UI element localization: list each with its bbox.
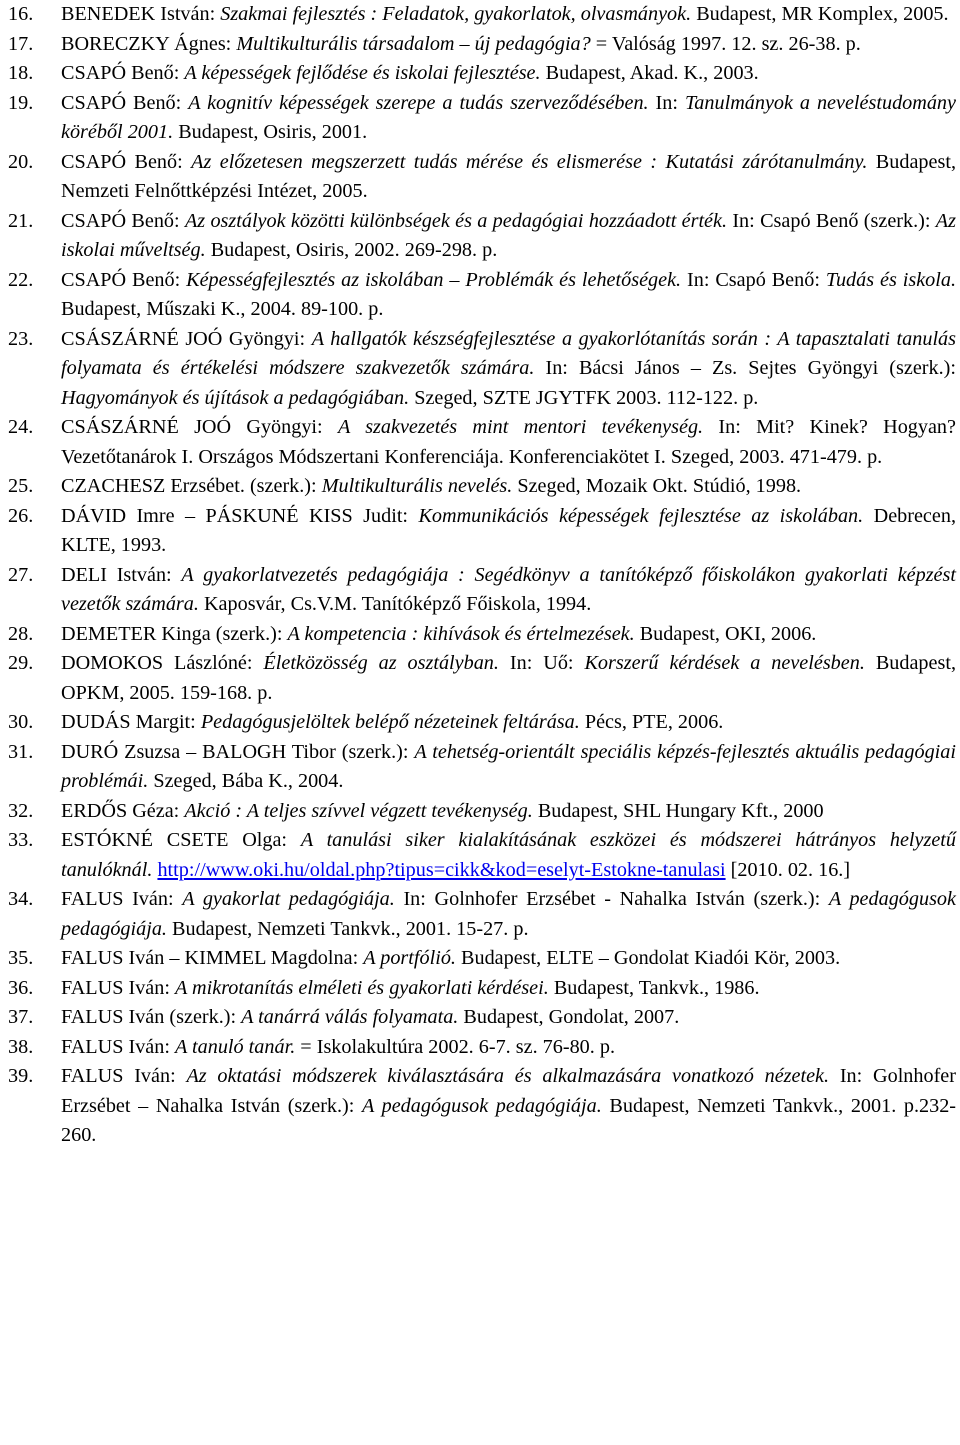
entry-segment: In: Golnhofer Erzsébet - Nahalka István (szerk.): bbox=[394, 888, 829, 910]
entry-number: 16. bbox=[8, 3, 34, 25]
entry-segment: Budapest, Tankvk., 1986. bbox=[548, 976, 760, 999]
entry-text bbox=[61, 0, 956, 30]
entry-segment: Debrecen, KLTE, 1993. bbox=[61, 504, 956, 556]
entry-title: Multikulturális nevelés. bbox=[321, 475, 513, 497]
entry-segment: DÁVID Imre – PÁSKUNÉ KISS Judit: bbox=[61, 504, 419, 527]
entry-number: 18. bbox=[8, 62, 34, 84]
entry-text bbox=[61, 207, 956, 266]
bibliography-entry bbox=[8, 472, 956, 502]
entry-number: 38. bbox=[8, 1035, 34, 1058]
entry-title: A portfólió. bbox=[363, 947, 456, 969]
entry-title: A gyakorlat pedagógiája. bbox=[182, 888, 395, 910]
entry-number: 30. bbox=[8, 711, 34, 733]
entry-title: A pedagógusok pedagógiája. bbox=[61, 888, 956, 940]
entry-text bbox=[61, 826, 956, 885]
bibliography-list bbox=[8, 0, 956, 1151]
entry-segment: DEMETER Kinga (szerk.): bbox=[61, 622, 288, 645]
bibliography-entry bbox=[8, 974, 956, 1004]
entry-segment: In: Mit? Kinek? Hogyan? Vezetőtanárok I. Országos Módszertani Konferenciája. Konferenciakötet I. Szeged, 2003. 471-479. p. bbox=[61, 416, 956, 468]
entry-title: A kompetencia : kihívások és értelmezések. bbox=[287, 622, 635, 645]
bibliography-entry bbox=[8, 59, 956, 89]
entry-segment: Budapest, Akad. K., 2003. bbox=[540, 62, 759, 84]
bibliography-entry bbox=[8, 1033, 956, 1063]
entry-url-link[interactable]: http://www.oki.hu/oldal.php?tipus=cikk&kod=eselyt-Estokne-tanulasi bbox=[157, 858, 726, 881]
entry-segment: DURÓ Zsuzsa – BALOGH Tibor (szerk.): bbox=[61, 740, 415, 763]
bibliography-entry bbox=[8, 561, 956, 620]
entry-text bbox=[61, 89, 956, 148]
entry-title: Tudás és iskola. bbox=[825, 268, 956, 291]
entry-text bbox=[61, 738, 956, 797]
bibliography-entry bbox=[8, 207, 956, 266]
entry-segment: CSAPÓ Benő: bbox=[61, 209, 185, 232]
entry-segment: Szeged, Mozaik Okt. Stúdió, 1998. bbox=[512, 475, 802, 497]
entry-title: Az osztályok közötti különbségek és a pedagógiai hozzáadott érték. bbox=[184, 209, 728, 232]
entry-text bbox=[61, 944, 956, 974]
entry-number: 34. bbox=[8, 888, 34, 910]
entry-segment: FALUS Iván: bbox=[61, 1065, 187, 1087]
entry-number: 33. bbox=[8, 829, 34, 851]
entry-text bbox=[61, 797, 956, 827]
entry-title: A pedagógusok pedagógiája. bbox=[362, 1094, 602, 1117]
bibliography-entry bbox=[8, 944, 956, 974]
entry-segment: Budapest, Nemzeti Tankvk., 2001. 15-27. p. bbox=[166, 917, 529, 940]
entry-number: 32. bbox=[8, 799, 34, 822]
entry-number: 29. bbox=[8, 652, 34, 674]
bibliography-entry bbox=[8, 1003, 956, 1033]
entry-number: 39. bbox=[8, 1065, 34, 1087]
entry-title: Szakmai fejlesztés : Feladatok, gyakorlatok, olvasmányok. bbox=[220, 3, 692, 25]
bibliography-entry bbox=[8, 885, 956, 944]
entry-number: 21. bbox=[8, 209, 34, 232]
entry-segment: FALUS Iván – KIMMEL Magdolna: bbox=[61, 947, 364, 969]
entry-segment: Budapest, Műszaki K., 2004. 89-100. p. bbox=[61, 298, 384, 320]
entry-text bbox=[61, 649, 956, 708]
entry-segment: FALUS Iván: bbox=[61, 1035, 176, 1058]
bibliography-entry bbox=[8, 826, 956, 885]
entry-text bbox=[61, 472, 956, 502]
bibliography-entry bbox=[8, 266, 956, 325]
bibliography-entry bbox=[8, 1062, 956, 1151]
entry-title: Az oktatási módszerek kiválasztására és alkalmazására vonatkozó nézetek. bbox=[186, 1065, 830, 1087]
entry-text bbox=[61, 325, 956, 414]
entry-text bbox=[61, 502, 956, 561]
bibliography-entry bbox=[8, 413, 956, 472]
entry-segment: In: Bácsi János – Zs. Sejtes Gyöngyi (szerk.): bbox=[534, 357, 956, 379]
entry-number: 37. bbox=[8, 1006, 34, 1028]
entry-title: Pedagógusjelöltek belépő nézeteinek feltárása. bbox=[200, 711, 580, 733]
entry-title: A képességek fejlődése és iskolai fejlesztése. bbox=[184, 62, 541, 84]
entry-text bbox=[61, 620, 956, 650]
entry-segment: Budapest, OKI, 2006. bbox=[634, 622, 817, 645]
entry-segment: In: Csapó Benő (szerk.): bbox=[727, 209, 936, 232]
entry-segment: FALUS Iván: bbox=[61, 976, 176, 999]
bibliography-entry bbox=[8, 325, 956, 414]
entry-segment: FALUS Iván (szerk.): bbox=[61, 1006, 242, 1028]
entry-segment: CSAPÓ Benő: bbox=[61, 150, 192, 173]
entry-text bbox=[61, 974, 956, 1004]
entry-segment: CSÁSZÁRNÉ JOÓ Gyöngyi: bbox=[61, 327, 312, 350]
entry-number: 17. bbox=[8, 32, 34, 55]
entry-segment: DOMOKOS Lászlóné: bbox=[61, 652, 264, 674]
entry-segment: DUDÁS Margit: bbox=[61, 711, 201, 733]
entry-title: A tanárrá válás folyamata. bbox=[241, 1006, 459, 1028]
entry-text bbox=[61, 59, 956, 89]
entry-segment: = Iskolakultúra 2002. 6-7. sz. 76-80. p. bbox=[295, 1035, 616, 1058]
entry-title: Kommunikációs képességek fejlesztése az iskolában. bbox=[418, 504, 864, 527]
bibliography-entry bbox=[8, 620, 956, 650]
entry-title: Hagyományok és újítások a pedagógiában. bbox=[61, 386, 410, 409]
entry-number: 36. bbox=[8, 976, 34, 999]
entry-segment: In: bbox=[648, 91, 685, 114]
entry-text bbox=[61, 266, 956, 325]
entry-title: Képességfejlesztés az iskolában – Problémák és lehetőségek. bbox=[186, 268, 682, 291]
bibliography-entry bbox=[8, 148, 956, 207]
bibliography-entry bbox=[8, 0, 956, 30]
entry-segment: In: Golnhofer Erzsébet – Nahalka István (szerk.): bbox=[61, 1065, 956, 1117]
entry-text bbox=[61, 1003, 956, 1033]
entry-segment: In: Uő: bbox=[498, 652, 585, 674]
entry-segment: Budapest, OPKM, 2005. 159-168. p. bbox=[61, 652, 956, 704]
entry-title: A hallgatók készségfejlesztése a gyakorlótanítás során : A tapasztalati tanulás folyamata és értékelési módszere szakvezetők számára. bbox=[61, 327, 957, 379]
bibliography-entry bbox=[8, 30, 956, 60]
entry-segment: Budapest, SHL Hungary Kft., 2000 bbox=[532, 799, 824, 822]
entry-segment: Budapest, Gondolat, 2007. bbox=[458, 1006, 680, 1028]
entry-number: 20. bbox=[8, 150, 34, 173]
entry-segment: Szeged, Bába K., 2004. bbox=[148, 770, 344, 792]
entry-title: A szakvezetés mint mentori tevékenység. bbox=[337, 416, 704, 438]
entry-segment: Kaposvár, Cs.V.M. Tanítóképző Főiskola, 1994. bbox=[198, 593, 592, 615]
entry-title: Életközösség az osztályban. bbox=[263, 652, 499, 674]
entry-text bbox=[61, 561, 956, 620]
entry-number: 25. bbox=[8, 475, 34, 497]
entry-number: 27. bbox=[8, 563, 34, 586]
entry-title: Korszerű kérdések a nevelésben. bbox=[584, 652, 865, 674]
entry-segment: FALUS Iván: bbox=[61, 888, 183, 910]
entry-segment: ESTÓKNÉ CSETE Olga: bbox=[61, 829, 301, 851]
entry-title: A tanulási siker kialakításának eszközei és módszerei hátrányos helyzetű tanulóknál. bbox=[61, 829, 956, 881]
entry-text bbox=[61, 148, 956, 207]
entry-text bbox=[61, 1062, 956, 1151]
entry-title: A kognitív képességek szerepe a tudás szerveződésében. bbox=[188, 91, 649, 114]
entry-segment: CSÁSZÁRNÉ JOÓ Gyöngyi: bbox=[61, 416, 338, 438]
entry-title: Az előzetesen megszerzett tudás mérése és elismerése : Kutatási zárótanulmány. bbox=[191, 150, 868, 173]
entry-title: Az iskolai műveltség. bbox=[61, 209, 956, 261]
bibliography-entry bbox=[8, 502, 956, 561]
bibliography-entry bbox=[8, 649, 956, 708]
entry-title: Multikulturális társadalom – új pedagógia? bbox=[236, 32, 591, 55]
bibliography-entry bbox=[8, 708, 956, 738]
entry-segment: BORECZKY Ágnes: bbox=[61, 32, 237, 55]
entry-segment: Budapest, ELTE – Gondolat Kiadói Kör, 2003. bbox=[455, 947, 841, 969]
entry-title: A mikrotanítás elméleti és gyakorlati kérdései. bbox=[175, 976, 549, 999]
entry-segment: BENEDEK István: bbox=[61, 3, 221, 25]
entry-segment: Budapest, Nemzeti Felnőttképzési Intézet, 2005. bbox=[61, 150, 956, 202]
entry-title: A tanuló tanár. bbox=[175, 1035, 296, 1058]
entry-title: Akció : A teljes szívvel végzett tevékenység. bbox=[184, 799, 533, 822]
entry-number: 26. bbox=[8, 504, 34, 527]
entry-number: 23. bbox=[8, 327, 34, 350]
entry-segment: In: Csapó Benő: bbox=[681, 268, 826, 291]
entry-title: Tanulmányok a neveléstudomány köréből 2001. bbox=[61, 91, 956, 143]
entry-segment: DELI István: bbox=[61, 563, 182, 586]
entry-number: 35. bbox=[8, 947, 34, 969]
entry-segment: = Valóság 1997. 12. sz. 26-38. p. bbox=[590, 32, 861, 55]
entry-segment: Szeged, SZTE JGYTFK 2003. 112-122. p. bbox=[409, 386, 759, 409]
entry-segment: ERDŐS Géza: bbox=[61, 799, 185, 822]
entry-segment: CSAPÓ Benő: bbox=[61, 268, 187, 291]
entry-text bbox=[61, 30, 956, 60]
entry-segment: CSAPÓ Benő: bbox=[61, 91, 189, 114]
entry-segment: Budapest, Osiris, 2001. bbox=[173, 121, 368, 143]
entry-text bbox=[61, 1033, 956, 1063]
bibliography-entry bbox=[8, 89, 956, 148]
entry-number: 19. bbox=[8, 91, 34, 114]
entry-segment: Budapest, Osiris, 2002. 269-298. p. bbox=[205, 239, 498, 261]
entry-segment: CSAPÓ Benő: bbox=[61, 62, 185, 84]
entry-number: 28. bbox=[8, 622, 34, 645]
entry-text bbox=[61, 885, 956, 944]
entry-segment: Budapest, MR Komplex, 2005. bbox=[691, 3, 949, 25]
entry-title: A gyakorlatvezetés pedagógiája : Segédkönyv a tanítóképző főiskolákon gyakorlati képzést vezetők számára. bbox=[61, 563, 956, 615]
entry-number: 31. bbox=[8, 740, 34, 763]
entry-text bbox=[61, 708, 956, 738]
entry-number: 24. bbox=[8, 416, 34, 438]
entry-segment: Budapest, Nemzeti Tankvk., 2001. p.232-260. bbox=[61, 1094, 957, 1146]
entry-title: A tehetség-orientált speciális képzés-fejlesztés aktuális pedagógiai problémái. bbox=[61, 740, 956, 792]
entry-segment: CZACHESZ Erzsébet. (szerk.): bbox=[61, 475, 322, 497]
entry-text bbox=[61, 413, 956, 472]
entry-segment: [2010. 02. 16.] bbox=[725, 858, 851, 881]
bibliography-entry bbox=[8, 797, 956, 827]
bibliography-entry bbox=[8, 738, 956, 797]
entry-number: 22. bbox=[8, 268, 34, 291]
entry-segment: Pécs, PTE, 2006. bbox=[579, 711, 724, 733]
